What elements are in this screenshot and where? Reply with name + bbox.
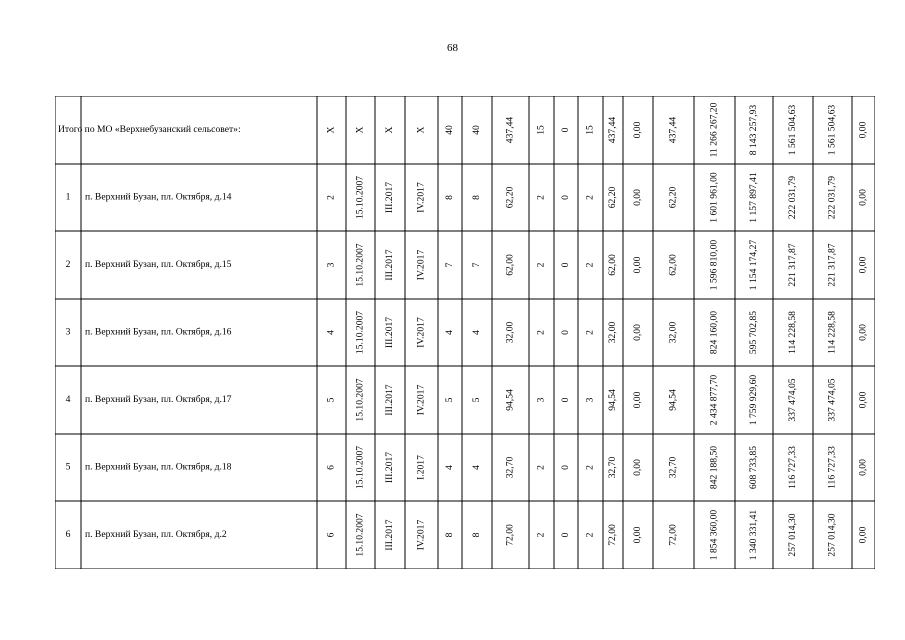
table-cell: III.2017 bbox=[384, 249, 396, 281]
table-cell: III.2017 bbox=[384, 384, 396, 416]
table-cell: 0,00 bbox=[632, 526, 644, 544]
table-cell: 4 bbox=[444, 330, 456, 335]
table-cell: 0,00 bbox=[857, 526, 869, 544]
table-cell: 0 bbox=[560, 262, 572, 268]
table-cell: 2 bbox=[584, 262, 596, 268]
table-cell: 0,00 bbox=[632, 324, 644, 341]
table-cell: 62,20 bbox=[667, 186, 679, 209]
table-cell: 2 bbox=[535, 195, 547, 200]
table-cell: 32,70 bbox=[667, 456, 679, 479]
table-cell: 62,00 bbox=[667, 254, 679, 276]
table-cell: 2 bbox=[584, 532, 596, 538]
table-cell: 608 733,85 bbox=[748, 445, 760, 490]
table-cell: 116 727,33 bbox=[787, 446, 799, 489]
table-cell: III.2017 bbox=[384, 316, 396, 349]
table-cell: 0,00 bbox=[632, 189, 644, 206]
table-cell: 7 bbox=[444, 262, 456, 268]
total-cell: 40 bbox=[471, 125, 483, 135]
table-cell: III.2017 bbox=[384, 451, 396, 484]
table-cell: 15.10.2007 bbox=[354, 445, 366, 490]
table-cell: 15.10.2007 bbox=[354, 310, 366, 355]
table-cell: 0,00 bbox=[857, 189, 869, 206]
total-cell: X bbox=[415, 126, 427, 134]
total-cell: 11 266 267,20 bbox=[708, 102, 720, 158]
table-cell: 62,00 bbox=[607, 254, 619, 276]
table-cell: 32,70 bbox=[607, 456, 619, 479]
table-cell: 5 bbox=[325, 397, 337, 403]
row-number: 2 bbox=[65, 259, 71, 271]
table-cell: 0,00 bbox=[857, 391, 869, 409]
row-address: п. Верхний Бузан, пл. Октября, д.17 bbox=[85, 394, 232, 406]
total-cell: 0 bbox=[560, 127, 572, 133]
table-cell: 8 bbox=[444, 195, 456, 200]
total-cell: X bbox=[325, 126, 337, 134]
table-cell: 32,00 bbox=[607, 321, 619, 344]
table-cell: 6 bbox=[325, 465, 337, 470]
total-cell: 437,44 bbox=[607, 116, 619, 144]
total-cell: 15 bbox=[584, 125, 596, 135]
table-cell: 6 bbox=[325, 532, 337, 538]
table-cell: 222 031,79 bbox=[787, 175, 799, 220]
total-row-label: Итого по МО «Верхнебузанский сельсовет»: bbox=[58, 124, 241, 136]
table-cell: 0 bbox=[560, 465, 572, 470]
total-cell: 0,00 bbox=[632, 121, 644, 139]
table-cell: 32,70 bbox=[504, 456, 516, 479]
table-cell: 2 bbox=[584, 195, 596, 200]
table-cell: 32,00 bbox=[667, 321, 679, 344]
row-address: п. Верхний Бузан, пл. Октября, д.18 bbox=[85, 461, 232, 473]
row-address: п. Верхний Бузан, пл. Октября, д.2 bbox=[85, 529, 227, 541]
table-cell: 221 317,87 bbox=[787, 243, 799, 287]
table-cell: 3 bbox=[325, 262, 337, 268]
total-cell: X bbox=[354, 126, 366, 134]
table-cell: IV.2017 bbox=[415, 519, 427, 551]
table-cell: 2 bbox=[325, 195, 337, 200]
total-cell: 0,00 bbox=[857, 121, 869, 139]
table-cell: III.2017 bbox=[384, 519, 396, 551]
table-cell: 595 702,85 bbox=[748, 310, 760, 355]
row-address: п. Верхний Бузан, пл. Октября, д.14 bbox=[85, 191, 232, 203]
table-cell: 8 bbox=[471, 195, 483, 200]
total-cell: 1 561 504,63 bbox=[787, 104, 799, 156]
table-cell: 5 bbox=[444, 397, 456, 403]
table-cell: 2 bbox=[584, 465, 596, 470]
table-cell: 116 727,33 bbox=[826, 446, 838, 489]
table-cell: 114 228,58 bbox=[787, 311, 799, 354]
row-number: 6 bbox=[65, 529, 71, 541]
table-cell: 1 854 360,00 bbox=[708, 509, 720, 561]
table-cell: 32,00 bbox=[504, 321, 516, 344]
table-cell: 4 bbox=[471, 465, 483, 470]
table-cell: 1 154 174,27 bbox=[748, 239, 760, 291]
table-cell: 5 bbox=[471, 397, 483, 403]
total-cell: 437,44 bbox=[504, 116, 516, 144]
table-cell: 0 bbox=[560, 330, 572, 335]
table-cell: 2 bbox=[535, 532, 547, 538]
table-cell: 15.10.2007 bbox=[354, 243, 366, 287]
table-cell: 221 317,87 bbox=[826, 243, 838, 287]
table-cell: 8 bbox=[444, 532, 456, 538]
table-cell: 3 bbox=[584, 397, 596, 403]
table-cell: 114 228,58 bbox=[826, 311, 838, 354]
table-cell: 72,00 bbox=[607, 524, 619, 546]
table-cell: III.2017 bbox=[384, 181, 396, 214]
table-cell: IV.2017 bbox=[415, 182, 427, 213]
table-cell: 0,00 bbox=[632, 391, 644, 409]
table-cell: 0,00 bbox=[857, 459, 869, 476]
table-cell: 15.10.2007 bbox=[354, 175, 366, 220]
row-number: 4 bbox=[65, 394, 71, 406]
table-cell: 15.10.2007 bbox=[354, 513, 366, 557]
table-cell: 1 596 810,00 bbox=[708, 239, 720, 291]
table-cell: 337 474,05 bbox=[826, 378, 838, 422]
total-cell: 1 561 504,63 bbox=[826, 104, 838, 156]
table-cell: 842 188,50 bbox=[708, 445, 720, 490]
table-cell: 0,00 bbox=[857, 256, 869, 274]
table-cell: 94,54 bbox=[504, 389, 516, 411]
page-number: 68 bbox=[447, 42, 458, 54]
table-cell: 94,54 bbox=[607, 389, 619, 411]
table-cell: 337 474,05 bbox=[787, 378, 799, 422]
row-address: п. Верхний Бузан, пл. Октября, д.16 bbox=[85, 326, 232, 338]
row-number: 5 bbox=[65, 461, 71, 473]
table-cell: IV.2017 bbox=[415, 249, 427, 281]
table-cell: 2 bbox=[535, 330, 547, 335]
table-cell: 2 bbox=[584, 330, 596, 335]
table-cell: IV.2017 bbox=[415, 317, 427, 348]
table-cell: 7 bbox=[471, 262, 483, 268]
table-cell: 62,00 bbox=[504, 254, 516, 276]
table-cell: 72,00 bbox=[667, 524, 679, 546]
table-cell: 15.10.2007 bbox=[354, 378, 366, 422]
table-cell: 1 759 929,60 bbox=[748, 374, 760, 426]
table-cell: 0,00 bbox=[857, 324, 869, 341]
row-number: 1 bbox=[65, 191, 71, 203]
table-cell: 824 160,00 bbox=[708, 310, 720, 355]
table-cell: 72,00 bbox=[504, 524, 516, 546]
table-cell: 1 340 331,41 bbox=[748, 509, 760, 561]
table-cell: 0 bbox=[560, 195, 572, 200]
table-cell: 4 bbox=[325, 330, 337, 335]
table-cell: 4 bbox=[471, 330, 483, 335]
table-cell: 62,20 bbox=[607, 186, 619, 209]
table-cell: 2 434 877,70 bbox=[708, 374, 720, 426]
register-table bbox=[55, 96, 875, 569]
table-cell: 8 bbox=[471, 532, 483, 538]
table-cell: 0 bbox=[560, 397, 572, 403]
total-cell: X bbox=[384, 126, 396, 134]
total-cell: 437,44 bbox=[667, 116, 679, 144]
total-cell: 8 143 257,93 bbox=[748, 104, 760, 156]
table-cell: 257 014,30 bbox=[826, 513, 838, 557]
table-cell: 257 014,30 bbox=[787, 513, 799, 557]
table-cell: 4 bbox=[444, 465, 456, 470]
table-cell: 62,20 bbox=[504, 186, 516, 209]
table-cell: 2 bbox=[535, 262, 547, 268]
table-cell: 1 157 897,41 bbox=[748, 172, 760, 223]
table-cell: 0,00 bbox=[632, 256, 644, 274]
table-cell: 3 bbox=[535, 397, 547, 403]
table-cell: 2 bbox=[535, 465, 547, 470]
table-cell: 222 031,79 bbox=[826, 175, 838, 220]
table-cell: 1 601 961,00 bbox=[708, 172, 720, 223]
total-cell: 15 bbox=[535, 125, 547, 135]
row-address: п. Верхний Бузан, пл. Октября, д.15 bbox=[85, 259, 232, 271]
table-cell: IV.2017 bbox=[415, 384, 427, 416]
table-cell: I.2017 bbox=[415, 455, 427, 480]
row-number: 3 bbox=[65, 326, 71, 338]
total-cell: 40 bbox=[444, 125, 456, 135]
table-cell: 0,00 bbox=[632, 459, 644, 476]
table-cell: 0 bbox=[560, 532, 572, 538]
table-cell: 94,54 bbox=[667, 389, 679, 411]
